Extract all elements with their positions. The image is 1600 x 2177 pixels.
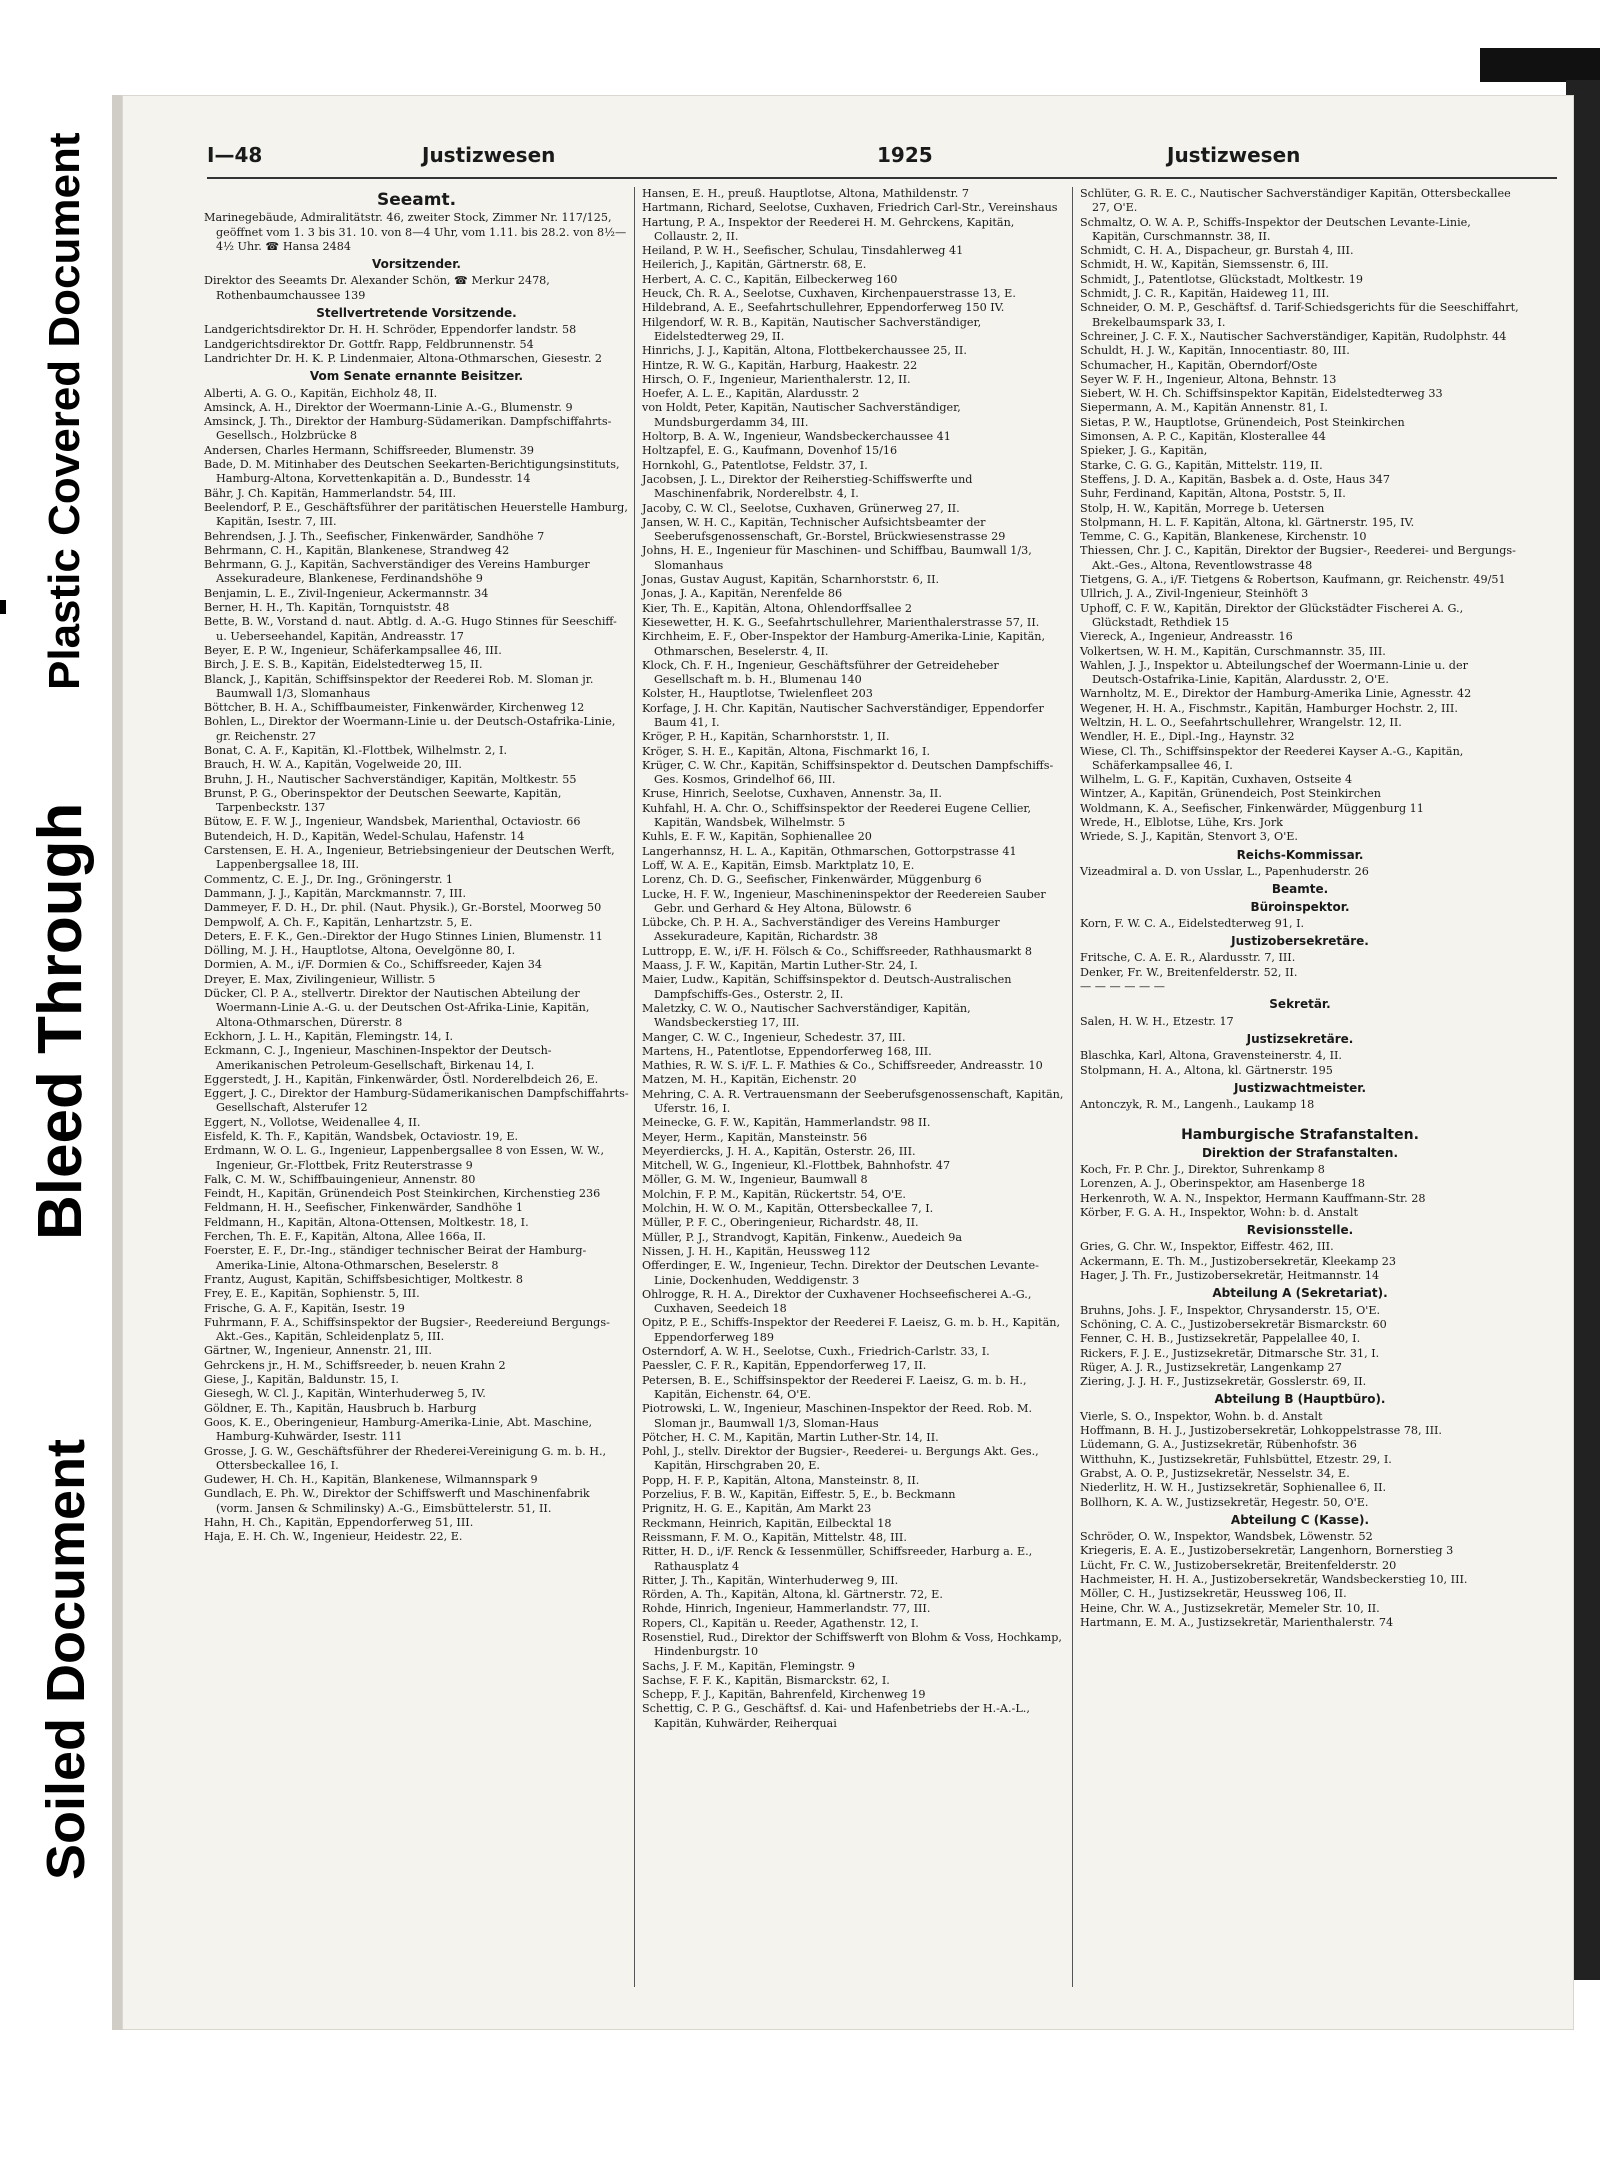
directory-entry: Frantz, August, Kapitän, Schiffsbesichtiger, Moltkestr. 8 bbox=[204, 1272, 524, 1286]
directory-entry: Wriede, S. J., Kapitän, Stenvort 3, O'E. bbox=[1080, 830, 1298, 844]
directory-entry: Woldmann, K. A., Seefischer, Finkenwärder, Müggenburg 11 bbox=[1080, 801, 1424, 815]
directory-entry: Hartung, P. A., Inspektor der Reederei H. M. Gehrckens, Kapitän, Collaustr. 2, II. bbox=[642, 215, 1015, 243]
directory-entry: Antonczyk, R. M., Langenh., Laukamp 18 bbox=[1080, 1098, 1315, 1112]
directory-entry: Spieker, J. G., Kapitän, bbox=[1080, 444, 1208, 458]
section-heading: Büroinspektor. bbox=[1250, 899, 1350, 914]
directory-entry: Schmidt, C. H. A., Dispacheur, gr. Burstah 4, III. bbox=[1080, 244, 1354, 258]
directory-entry: Sietas, P. W., Hauptlotse, Grünendeich, Post Steinkirchen bbox=[1080, 415, 1405, 429]
directory-entry: Meyerdiercks, J. H. A., Kapitän, Osterstr. 26, III. bbox=[642, 1144, 916, 1158]
bleed-through-label: Bleed Through bbox=[26, 802, 95, 1240]
directory-entry: Wegener, H. H. A., Fischmstr., Kapitän, Hamburger Hochstr. 2, III. bbox=[1080, 701, 1458, 715]
directory-entry: Gärtner, W., Ingenieur, Annenstr. 21, III. bbox=[204, 1344, 432, 1358]
directory-entry: Fritsche, C. A. E. R., Alardusstr. 7, III. bbox=[1080, 951, 1296, 965]
section-heading: Justizwachtmeister. bbox=[1233, 1080, 1367, 1095]
directory-entry: Hartmann, Richard, Seelotse, Cuxhaven, Friedrich Carl-Str., Vereinshaus bbox=[642, 201, 1058, 215]
directory-entry: Krüger, C. W. Chr., Kapitän, Schiffsinspektor d. Deutschen Dampfschiffs-Ges. Kosmos, Grindelhof 66, III. bbox=[642, 758, 1054, 787]
directory-entry: Uphoff, C. F. W., Kapitän, Direktor der Glückstädter Fischerei A. G., Glückstadt, Rethdiek 15 bbox=[1080, 601, 1464, 629]
directory-entry: Herkenroth, W. A. N., Inspektor, Hermann Kauffmann-Str. 28 bbox=[1080, 1191, 1426, 1205]
directory-entry: Hoefer, A. L. E., Kapitän, Alardusstr. 2 bbox=[642, 387, 860, 401]
section-heading: Direktion der Strafanstalten. bbox=[1201, 1145, 1399, 1160]
directory-entry: Alberti, A. G. O., Kapitän, Eichholz 48, II. bbox=[204, 386, 438, 400]
directory-entry: Maletzky, C. W. O., Nautischer Sachverständiger, Kapitän, Wandsbeckerstieg 17, III. bbox=[642, 1001, 971, 1030]
directory-entry: Gehrckens jr., H. M., Schiffsreeder, b. neuen Krahn 2 bbox=[204, 1358, 506, 1372]
directory-entry: Mehring, C. A. R. Vertrauensmann der Seeberufsgenossenschaft, Kapitän, Uferstr. 16, I. bbox=[642, 1087, 1064, 1115]
header-rule bbox=[207, 177, 1557, 179]
directory-entry: Grosse, J. G. W., Geschäftsführer der Rhederei-Vereinigung G. m. b. H., Ottersbeckallee 16, I. bbox=[204, 1444, 607, 1472]
directory-entry: Kirchheim, E. F., Ober-Inspektor der Hamburg-Amerika-Linie, Kapitän, Othmarschen, Beselerstr. 4, II. bbox=[642, 630, 1046, 658]
directory-entry: Heuck, Ch. R. A., Seelotse, Cuxhaven, Kirchenpauerstrasse 13, E. bbox=[642, 287, 1016, 301]
directory-entry: Landgerichtsdirektor Dr. Gottfr. Rapp, Feldbrunnenstr. 54 bbox=[204, 337, 534, 351]
directory-entry: Jacoby, C. W. Cl., Seelotse, Cuxhaven, Grünerweg 27, II. bbox=[642, 501, 960, 515]
directory-entry: Goos, K. E., Oberingenieur, Hamburg-Amerika-Linie, Abt. Maschine, Hamburg-Kuhwärder, Isestr. 111 bbox=[204, 1415, 593, 1444]
directory-entry: Schlüter, G. R. E. C., Nautischer Sachverständiger Kapitän, Ottersbeckallee 27, O'E. bbox=[1080, 187, 1511, 215]
section-heading: Seeamt. bbox=[376, 190, 457, 210]
section-heading: Abteilung B (Hauptbüro). bbox=[1214, 1392, 1386, 1407]
page-header bbox=[207, 143, 1567, 179]
directory-entry: Landgerichtsdirektor Dr. H. H. Schröder, Eppendorfer landstr. 58 bbox=[204, 323, 577, 337]
office-info: Marinegebäude, Admiralitätstr. 46, zweiter Stock, Zimmer Nr. 117/125, geöffnet vom 1. 3 bis 31. 10. von 8—4 Uhr, vom 1.11. bis 28.2. von 8½—4½ Uhr. ☎ Hansa 2484 bbox=[204, 211, 627, 253]
directory-entry: Haja, E. H. Ch. W., Ingenieur, Heidestr. 22, E. bbox=[204, 1530, 463, 1544]
column-divider bbox=[634, 187, 635, 1987]
directory-entry: Wrede, H., Elblotse, Lühe, Krs. Jork bbox=[1080, 816, 1283, 830]
column-middle bbox=[642, 187, 1067, 1731]
scan-edge-top bbox=[1480, 48, 1600, 82]
page-number: I—48 bbox=[207, 143, 263, 167]
section-heading: Vom Senate ernannte Beisitzer. bbox=[309, 369, 524, 384]
page-year: 1925 bbox=[877, 143, 933, 167]
directory-entry: Sachse, F. F. K., Kapitän, Bismarckstr. 62, I. bbox=[642, 1673, 890, 1687]
directory-entry: Starke, C. G. G., Kapitän, Mittelstr. 119, II. bbox=[1080, 458, 1323, 472]
directory-entry: Korn, F. W. C. A., Eidelstedterweg 91, I. bbox=[1080, 916, 1305, 930]
directory-entry: Gries, G. Chr. W., Inspektor, Eiffestr. 462, III. bbox=[1080, 1240, 1334, 1254]
directory-entry: Bonat, C. A. F., Kapitän, Kl.-Flottbek, Wilhelmstr. 2, I. bbox=[204, 743, 507, 757]
directory-entry: Bähr, J. Ch. Kapitän, Hammerlandstr. 54, III. bbox=[204, 486, 457, 500]
directory-entry: Lorenz, Ch. D. G., Seefischer, Finkenwärder, Müggenburg 6 bbox=[642, 873, 982, 887]
directory-entry: Frey, E. E., Kapitän, Sophienstr. 5, III. bbox=[204, 1287, 420, 1301]
directory-entry: Dormien, A. M., i/F. Dormien & Co., Schiffsreeder, Kajen 34 bbox=[204, 958, 542, 972]
directory-entry: Eggert, N., Vollotse, Weidenallee 4, II. bbox=[204, 1115, 421, 1129]
directory-entry: von Holdt, Peter, Kapitän, Nautischer Sachverständiger, Mundsburgerdamm 34, III. bbox=[642, 401, 961, 429]
directory-entry: Hartmann, E. M. A., Justizsekretär, Marienthalerstr. 74 bbox=[1080, 1615, 1394, 1629]
directory-entry: Heilerich, J., Kapitän, Gärtnerstr. 68, E. bbox=[642, 258, 867, 272]
directory-entry: Böttcher, B. H. A., Schiffbaumeister, Finkenwärder, Kirchenweg 12 bbox=[204, 701, 585, 715]
directory-entry: Vierle, S. O., Inspektor, Wohn. b. d. Anstalt bbox=[1080, 1409, 1323, 1423]
directory-entry: Offerdinger, E. W., Ingenieur, Techn. Direktor der Deutschen Levante-Linie, Dockenhuden, Weddigenstr. 3 bbox=[642, 1259, 1039, 1287]
directory-entry: Schmidt, H. W., Kapitän, Siemssenstr. 6, III. bbox=[1080, 258, 1329, 272]
directory-entry: Schmidt, J. C. R., Kapitän, Haideweg 11, III. bbox=[1080, 287, 1330, 301]
directory-entry: Tietgens, G. A., i/F. Tietgens & Robertson, Kaufmann, gr. Reichenstr. 49/51 bbox=[1080, 573, 1506, 587]
directory-entry: Eckhorn, J. L. H., Kapitän, Flemingstr. 14, I. bbox=[204, 1029, 454, 1043]
directory-entry: Holtzapfel, E. G., Kaufmann, Dovenhof 15/16 bbox=[642, 444, 898, 458]
directory-entry: Molchin, H. W. O. M., Kapitän, Ottersbeckallee 7, I. bbox=[642, 1202, 934, 1216]
directory-entry: Hildebrand, A. E., Seefahrtschullehrer, Eppendorferweg 150 IV. bbox=[642, 301, 1005, 315]
directory-entry: Rüger, A. J. R., Justizsekretär, Langenkamp 27 bbox=[1080, 1360, 1342, 1374]
directory-entry: Molchin, F. P. M., Kapitän, Rückertstr. 54, O'E. bbox=[642, 1187, 906, 1201]
directory-entry: Seyer W. F. H., Ingenieur, Altona, Behnstr. 13 bbox=[1080, 372, 1337, 386]
section-heading: Beamte. bbox=[1271, 882, 1329, 897]
directory-entry: Prignitz, H. G. E., Kapitän, Am Markt 23 bbox=[642, 1502, 872, 1516]
directory-entry: Dölling, M. J. H., Hauptlotse, Altona, Oevelgönne 80, I. bbox=[204, 944, 516, 958]
directory-entry: Luttropp, E. W., i/F. H. Fölsch & Co., Schiffsreeder, Rathhausmarkt 8 bbox=[642, 944, 1032, 958]
directory-entry: Johns, H. E., Ingenieur für Maschinen- und Schiffbau, Baumwall 1/3, Slomanhaus bbox=[642, 544, 1032, 572]
directory-entry: Schöning, C. A. C., Justizobersekretär Bismarckstr. 60 bbox=[1080, 1317, 1387, 1331]
directory-entry: Carstensen, E. H. A., Ingenieur, Betriebsingenieur der Deutschen Werft, Lappenbergsallee 18, III. bbox=[204, 844, 615, 872]
directory-entry: Ropers, Cl., Kapitän u. Reeder, Agathenstr. 12, I. bbox=[642, 1616, 919, 1630]
directory-entry: Bollhorn, K. A. W., Justizsekretär, Hegestr. 50, O'E. bbox=[1080, 1495, 1369, 1509]
directory-entry: Steffens, J. D. A., Kapitän, Basbek a. d. Oste, Haus 347 bbox=[1080, 472, 1391, 486]
directory-entry: Niederlitz, H. W. H., Justizsekretär, Sophienallee 6, II. bbox=[1080, 1481, 1387, 1495]
directory-entry: Hinrichs, J. J., Kapitän, Altona, Flottbekerchaussee 25, II. bbox=[642, 344, 967, 358]
directory-entry: Pötcher, H. C. M., Kapitän, Martin Luther-Str. 14, II. bbox=[642, 1430, 939, 1444]
directory-entry: Schröder, O. W., Inspektor, Wandsbek, Löwenstr. 52 bbox=[1080, 1530, 1373, 1544]
directory-entry: Holtorp, B. A. W., Ingenieur, Wandsbeckerchaussee 41 bbox=[642, 430, 951, 444]
directory-entry: Paessler, C. F. R., Kapitän, Eppendorferweg 17, II. bbox=[642, 1359, 927, 1373]
directory-entry: Behrmann, G. J., Kapitän, Sachverständiger des Vereins Hamburger Assekuradeure, Blankenese, Ferdinandshöhe 9 bbox=[204, 558, 590, 586]
section-heading: Revisionsstelle. bbox=[1246, 1223, 1354, 1238]
directory-entry: Ullrich, J. A., Zivil-Ingenieur, Steinhöft 3 bbox=[1080, 587, 1309, 601]
directory-entry: Lücht, Fr. C. W., Justizobersekretär, Breitenfelderstr. 20 bbox=[1080, 1558, 1397, 1572]
directory-entry: Hornkohl, G., Patentlotse, Feldstr. 37, I. bbox=[642, 458, 868, 472]
directory-entry: Müller, P. J., Strandvogt, Kapitän, Finkenw., Auedeich 9a bbox=[642, 1230, 963, 1244]
directory-entry: Kruse, Hinrich, Seelotse, Cuxhaven, Annenstr. 3a, II. bbox=[642, 787, 942, 801]
directory-entry: Dammann, J. J., Kapitän, Marckmannstr. 7, III. bbox=[204, 886, 467, 900]
directory-entry: Schmidt, J., Patentlotse, Glückstadt, Moltkestr. 19 bbox=[1080, 272, 1363, 286]
directory-entry: Meinecke, G. F. W., Kapitän, Hammerlandstr. 98 II. bbox=[642, 1116, 931, 1130]
directory-entry: Martens, H., Patentlotse, Eppendorferweg 168, III. bbox=[642, 1044, 932, 1058]
directory-entry: Jansen, W. H. C., Kapitän, Technischer Aufsichtsbeamter der Seeberufsgenossenschaft, Gr.-Borstel, Brückwiesenstrasse 29 bbox=[642, 515, 1006, 544]
directory-entry: Bohlen, L., Direktor der Woermann-Linie u. der Deutsch-Ostafrika-Linie, gr. Reichenstr. 27 bbox=[204, 715, 616, 743]
directory-entry: Feldmann, H. H., Seefischer, Finkenwärder, Sandhöhe 1 bbox=[204, 1201, 523, 1215]
directory-entry: Müller, P. F. C., Oberingenieur, Richardstr. 48, II. bbox=[642, 1216, 919, 1230]
section-heading: Hamburgische Strafanstalten. bbox=[1181, 1127, 1419, 1144]
directory-entry: Jacobsen, J. L., Direktor der Reiherstieg-Schiffswerfte und Maschinenfabrik, Norderelbstr. 4, I. bbox=[642, 472, 973, 501]
directory-entry: Wahlen, J. J., Inspektor u. Abteilungschef der Woermann-Linie u. der Deutsch-Ostafrika-Linie, Kapitän, Alardusstr. 2, O'E. bbox=[1080, 658, 1468, 687]
directory-entry: Schneider, O. M. P., Geschäftsf. d. Tarif-Schiedsgerichts für die Seeschiffahrt, Brekelbaumspark 33, I. bbox=[1080, 301, 1519, 329]
directory-entry: Maass, J. F. W., Kapitän, Martin Luther-Str. 24, I. bbox=[642, 959, 918, 973]
directory-entry: Gudewer, H. Ch. H., Kapitän, Blankenese, Wilmannspark 9 bbox=[204, 1473, 538, 1487]
directory-entry: Andersen, Charles Hermann, Schiffsreeder, Blumenstr. 39 bbox=[204, 443, 535, 457]
directory-entry: Wiese, Cl. Th., Schiffsinspektor der Reederei Kayser A.-G., Kapitän, Schäferkampsallee 46, I. bbox=[1080, 744, 1464, 772]
directory-entry: Landrichter Dr. H. K. P. Lindenmaier, Altona-Othmarschen, Giesestr. 2 bbox=[204, 351, 602, 365]
directory-entry: Petersen, B. E., Schiffsinspektor der Reederei F. Laeisz, G. m. b. H., Kapitän, Eichenstr. 64, O'E. bbox=[642, 1373, 1027, 1401]
directory-entry: Manger, C. W. C., Ingenieur, Schedestr. 37, III. bbox=[642, 1030, 906, 1044]
directory-entry: Heiland, P. W. H., Seefischer, Schulau, Tinsdahlerweg 41 bbox=[642, 244, 964, 258]
directory-entry: Blanck, J., Kapitän, Schiffsinspektor der Reederei Rob. M. Sloman jr. Baumwall 1/3, Slomanhaus bbox=[204, 672, 594, 700]
directory-entry: Bruhns, Johs. J. F., Inspektor, Chrysanderstr. 15, O'E. bbox=[1080, 1303, 1381, 1317]
directory-entry: Ferchen, Th. E. F., Kapitän, Altona, Allee 166a, II. bbox=[204, 1230, 486, 1244]
directory-entry: Möller, G. M. W., Ingenieur, Baumwall 8 bbox=[642, 1173, 868, 1187]
directory-entry: Stolpmann, H. A., Altona, kl. Gärtnerstr. 195 bbox=[1080, 1063, 1333, 1077]
directory-entry: Amsinck, A. H., Direktor der Woermann-Linie A.-G., Blumenstr. 9 bbox=[204, 400, 573, 414]
directory-entry: Dempwolf, A. Ch. F., Kapitän, Lenhartzstr. 5, E. bbox=[204, 915, 473, 929]
directory-entry: Kröger, P. H., Kapitän, Scharnhorststr. 1, II. bbox=[642, 730, 890, 744]
directory-entry: Feldmann, H., Kapitän, Altona-Ottensen, Moltkestr. 18, I. bbox=[204, 1215, 529, 1229]
directory-entry: Denker, Fr. W., Breitenfelderstr. 52, II. bbox=[1080, 965, 1298, 979]
directory-entry: Dreyer, E. Max, Zivilingenieur, Willistr. 5 bbox=[204, 972, 436, 986]
directory-entry: Schumacher, H., Kapitän, Oberndorf/Oste bbox=[1080, 358, 1318, 372]
directory-entry: Hager, J. Th. Fr., Justizobersekretär, Heitmannstr. 14 bbox=[1080, 1269, 1380, 1283]
directory-entry: Feindt, H., Kapitän, Grünendeich Post Steinkirchen, Kirchenstieg 236 bbox=[204, 1187, 601, 1201]
directory-entry: Commentz, C. E. J., Dr. Ing., Gröningerstr. 1 bbox=[204, 872, 454, 886]
directory-entry: Möller, C. H., Justizsekretär, Heussweg 106, II. bbox=[1080, 1587, 1347, 1601]
directory-entry: Rörden, A. Th., Kapitän, Altona, kl. Gärtnerstr. 72, E. bbox=[642, 1588, 943, 1602]
directory-entry: Hansen, E. H., preuß. Hauptlotse, Altona, Mathildenstr. 7 bbox=[642, 187, 969, 200]
directory-entry: Kiesewetter, H. K. G., Seefahrtschullehrer, Marienthalerstrasse 57, II. bbox=[642, 615, 1040, 629]
directory-entry: Pohl, J., stellv. Direktor der Bugsier-, Reederei- u. Bergungs Akt. Ges., Kapitän, Hirschgraben 20, E. bbox=[642, 1445, 1039, 1473]
directory-entry: Butendeich, H. D., Kapitän, Wedel-Schulau, Hafenstr. 14 bbox=[204, 829, 525, 843]
directory-entry: Falk, C. M. W., Schiffbauingenieur, Annenstr. 80 bbox=[204, 1172, 476, 1186]
directory-entry: Benjamin, L. E., Zivil-Ingenieur, Ackermannstr. 34 bbox=[204, 586, 489, 600]
directory-entry: Mathies, R. W. S. i/F. L. F. Mathies & Co., Schiffsreeder, Andreasstr. 10 bbox=[642, 1059, 1043, 1073]
directory-entry: Sachs, J. F. M., Kapitän, Flemingstr. 9 bbox=[642, 1659, 855, 1673]
directory-entry: Hoffmann, B. H. J., Justizobersekretär, Lohkoppelstrasse 78, III. bbox=[1080, 1424, 1442, 1438]
directory-entry: Hirsch, O. F., Ingenieur, Marienthalerstr. 12, II. bbox=[642, 372, 911, 386]
directory-entry: Grabst, A. O. P., Justizsekretär, Nesselstr. 34, E. bbox=[1080, 1466, 1350, 1480]
document-condition-sidebar bbox=[0, 0, 110, 2177]
directory-entry: Kriegeris, E. A. E., Justizobersekretär, Langenhorn, Bornerstieg 3 bbox=[1080, 1544, 1454, 1558]
directory-entry: Koch, Fr. P. Chr. J., Direktor, Suhrenkamp 8 bbox=[1080, 1163, 1325, 1176]
soiled-document-label: Soiled Document bbox=[36, 1438, 96, 1880]
directory-entry: Direktor des Seeamts Dr. Alexander Schön, ☎ Merkur 2478, Rothenbaumchaussee 139 bbox=[204, 274, 550, 302]
running-title-left: Justizwesen bbox=[422, 143, 556, 167]
directory-entry: Jonas, J. A., Kapitän, Nerenfelde 86 bbox=[642, 587, 843, 601]
directory-entry: Lorenzen, A. J., Oberinspektor, am Hasenberge 18 bbox=[1080, 1177, 1366, 1191]
directory-entry: Schreiner, J. C. F. X., Nautischer Sachverständiger, Kapitän, Rudolphstr. 44 bbox=[1080, 329, 1507, 343]
directory-entry: Lüdemann, G. A., Justizsekretär, Rübenhofstr. 36 bbox=[1080, 1438, 1357, 1452]
directory-entry: Kröger, S. H. E., Kapitän, Altona, Fischmarkt 16, I. bbox=[642, 744, 930, 758]
directory-entry: Gundlach, E. Ph. W., Direktor der Schiffswerft und Maschinenfabrik (vorm. Jansen & Schmilinsky) A.-G., Eimsbüttelerstr. 51, II. bbox=[204, 1487, 590, 1515]
margin-mark bbox=[0, 600, 6, 614]
directory-entry: Behrmann, C. H., Kapitän, Blankenese, Strandweg 42 bbox=[204, 543, 510, 557]
directory-entry: Beelendorf, P. E., Geschäftsführer der paritätischen Heuerstelle Hamburg, Kapitän, Isestr. 7, III. bbox=[204, 500, 628, 529]
scanned-page bbox=[112, 95, 1574, 2030]
directory-entry: Witthuhn, K., Justizsekretär, Fuhlsbüttel, Etzestr. 29, I. bbox=[1080, 1452, 1392, 1466]
directory-entry: Fenner, C. H. B., Justizsekretär, Pappelallee 40, I. bbox=[1080, 1332, 1361, 1346]
directory-entry: Rosenstiel, Rud., Direktor der Schiffswerft von Blohm & Voss, Hochkamp, Hindenburgstr. 10 bbox=[642, 1630, 1062, 1659]
directory-entry: Wilhelm, L. G. F., Kapitän, Cuxhaven, Ostseite 4 bbox=[1080, 773, 1353, 787]
running-title-right: Justizwesen bbox=[1167, 143, 1301, 167]
directory-entry: Loff, W. A. E., Kapitän, Eimsb. Marktplatz 10, E. bbox=[642, 858, 915, 872]
section-heading: Reichs-Kommissar. bbox=[1236, 847, 1364, 862]
directory-entry: Nissen, J. H. H., Kapitän, Heussweg 112 bbox=[642, 1244, 871, 1258]
directory-entry: Suhr, Ferdinand, Kapitän, Altona, Poststr. 5, II. bbox=[1080, 487, 1346, 501]
directory-entry: Stolpmann, H. L. F. Kapitän, Altona, kl. Gärtnerstr. 195, IV. bbox=[1080, 515, 1415, 529]
directory-entry: Kolster, H., Hauptlotse, Twielenfleet 203 bbox=[642, 687, 873, 701]
directory-entry: Eisfeld, K. Th. F., Kapitän, Wandsbek, Octaviostr. 19, E. bbox=[204, 1130, 519, 1143]
directory-entry: Wintzer, A., Kapitän, Grünendeich, Post Steinkirchen bbox=[1080, 787, 1381, 801]
section-heading: Justizsekretäre. bbox=[1246, 1031, 1354, 1046]
directory-entry: Kuhfahl, H. A. Chr. O., Schiffsinspektor der Reederei Eugene Cellier, Kapitän, Wandsbek, Wilhelmstr. 5 bbox=[642, 801, 1032, 830]
directory-entry: Schmaltz, O. W. A. P., Schiffs-Inspektor der Deutschen Levante-Linie, Kapitän, Curschmannstr. 38, II. bbox=[1080, 215, 1471, 243]
directory-entry: Simonsen, A. P. C., Kapitän, Klosterallee 44 bbox=[1080, 430, 1326, 444]
directory-entry: Kuhls, E. F. W., Kapitän, Sophienallee 20 bbox=[642, 830, 872, 844]
directory-entry: Giesegh, W. Cl. J., Kapitän, Winterhuderweg 5, IV. bbox=[204, 1387, 486, 1401]
directory-entry: Eggert, J. C., Direktor der Hamburg-Südamerikanischen Dampfschiffahrts-Gesellschaft, Alsterufer 12 bbox=[204, 1087, 629, 1115]
directory-entry: Eckmann, C. J., Ingenieur, Maschinen-Inspektor der Deutsch-Amerikanischen Petroleum-Gesellschaft, Birkenau 14, I. bbox=[204, 1044, 552, 1072]
directory-entry: Dammeyer, F. D. H., Dr. phil. (Naut. Physik.), Gr.-Borstel, Moorweg 50 bbox=[204, 901, 602, 915]
directory-entry: Reissmann, F. M. O., Kapitän, Mittelstr. 48, III. bbox=[642, 1530, 907, 1544]
directory-entry: Birch, J. E. S. B., Kapitän, Eidelstedterweg 15, II. bbox=[204, 658, 483, 672]
directory-entry: Opitz, P. E., Schiffs-Inspektor der Reederei F. Laeisz, G. m. b. H., Kapitän, Eppendorferweg 189 bbox=[642, 1316, 1061, 1344]
directory-entry: Porzelius, F. B. W., Kapitän, Eiffestr. 5, E., b. Beckmann bbox=[642, 1488, 956, 1502]
directory-entry: Piotrowski, L. W., Ingenieur, Maschinen-Inspektor der Reed. Rob. M. Sloman jr., Baumwall 1/3, Sloman-Haus bbox=[642, 1402, 1033, 1430]
directory-entry: Wendler, H. E., Dipl.-Ing., Haynstr. 32 bbox=[1080, 730, 1295, 744]
directory-entry: Berner, H. H., Th. Kapitän, Tornquiststr. 48 bbox=[204, 601, 450, 615]
directory-entry: Bette, B. W., Vorstand d. naut. Abtlg. d. A.-G. Hugo Stinnes für Seeschiff- u. Ueberseehandel, Kapitän, Andreasstr. 17 bbox=[204, 615, 617, 643]
directory-entry: Ritter, J. Th., Kapitän, Winterhuderweg 9, III. bbox=[642, 1573, 899, 1587]
directory-entry: Salen, H. W. H., Etzestr. 17 bbox=[1080, 1014, 1234, 1028]
directory-entry: Vizeadmiral a. D. von Usslar, L., Papenhuderstr. 26 bbox=[1080, 864, 1369, 878]
directory-entry: Meyer, Herm., Kapitän, Mansteinstr. 56 bbox=[642, 1130, 868, 1144]
directory-entry: Matzen, M. H., Kapitän, Eichenstr. 20 bbox=[642, 1073, 857, 1087]
directory-entry: Ackermann, E. Th. M., Justizobersekretär, Kleekamp 23 bbox=[1080, 1254, 1397, 1268]
directory-entry: Bade, D. M. Mitinhaber des Deutschen Seekarten-Berichtigungsinstituts, Hamburg-Altona, Korvettenkapitän a. D., Bundesstr. 14 bbox=[204, 458, 620, 486]
directory-entry: Ziering, J. J. H. F., Justizsekretär, Gosslerstr. 69, II. bbox=[1080, 1375, 1367, 1389]
section-heading: Stellvertretende Vorsitzende. bbox=[316, 306, 517, 321]
column-left bbox=[204, 187, 629, 1545]
directory-entry: Frische, G. A. F., Kapitän, Isestr. 19 bbox=[204, 1301, 405, 1315]
directory-entry: Göldner, E. Th., Kapitän, Hausbruch b. Harburg bbox=[204, 1401, 477, 1415]
directory-entry: Eggerstedt, J. H., Kapitän, Finkenwärder, Östl. Norderelbdeich 26, E. bbox=[204, 1072, 599, 1086]
directory-entry: Warnholtz, M. E., Direktor der Hamburg-Amerika Linie, Agnesstr. 42 bbox=[1080, 687, 1472, 701]
directory-entry: Osterndorf, A. W. H., Seelotse, Cuxh., Friedrich-Carlstr. 33, I. bbox=[642, 1345, 990, 1359]
directory-entry: Bruhn, J. H., Nautischer Sachverständiger, Kapitän, Moltkestr. 55 bbox=[204, 772, 577, 786]
directory-entry: Ritter, H. D., i/F. Renck & Iessenmüller, Schiffsreeder, Harburg a. E., Rathausplatz 4 bbox=[642, 1545, 1033, 1573]
directory-entry: Volkertsen, W. H. M., Kapitän, Curschmannstr. 35, III. bbox=[1080, 644, 1386, 658]
directory-entry: Amsinck, J. Th., Direktor der Hamburg-Südamerikan. Dampfschiffahrts-Gesellsch., Holzbrücke 8 bbox=[204, 415, 612, 443]
directory-entry: Mitchell, W. G., Ingenieur, Kl.-Flottbek, Bahnhofstr. 47 bbox=[642, 1159, 951, 1173]
directory-entry: Stolp, H. W., Kapitän, Morrege b. Uetersen bbox=[1080, 501, 1325, 515]
section-heading: Justizobersekretäre. bbox=[1231, 934, 1369, 949]
directory-entry: Weltzin, H. L. O., Seefahrtschullehrer, Wrangelstr. 12, II. bbox=[1080, 715, 1402, 729]
directory-entry: Fuhrmann, F. A., Schiffsinspektor der Bugsier-, Reedereiund Bergungs-Akt.-Ges., Kapitän, Schleidenplatz 5, III. bbox=[204, 1315, 610, 1344]
directory-entry: Behrendsen, J. J. Th., Seefischer, Finkenwärder, Sandhöhe 7 bbox=[204, 529, 545, 543]
directory-entry: Rohde, Hinrich, Ingenieur, Hammerlandstr. 77, III. bbox=[642, 1602, 931, 1616]
directory-entry: — — — — — — bbox=[1080, 980, 1165, 994]
directory-entry: Körber, F. G. A. H., Inspektor, Wohn: b. d. Anstalt bbox=[1080, 1205, 1358, 1219]
section-heading: Sekretär. bbox=[1269, 997, 1331, 1012]
directory-entry: Rickers, F. J. E., Justizsekretär, Ditmarsche Str. 31, I. bbox=[1080, 1346, 1380, 1360]
directory-entry: Foerster, E. F., Dr.-Ing., ständiger technischer Beirat der Hamburg-Amerika-Linie, Altona-Othmarschen, Beselerstr. 8 bbox=[204, 1244, 587, 1272]
directory-entry: Deters, E. F. K., Gen.-Direktor der Hugo Stinnes Linien, Blumenstr. 11 bbox=[204, 929, 603, 943]
directory-entry: Jonas, Gustav August, Kapitän, Scharnhorststr. 6, II. bbox=[642, 573, 940, 587]
directory-entry: Hintze, R. W. G., Kapitän, Harburg, Haakestr. 22 bbox=[642, 358, 918, 372]
directory-entry: Viereck, A., Ingenieur, Andreasstr. 16 bbox=[1080, 630, 1293, 644]
directory-entry: Hahn, H. Ch., Kapitän, Eppendorferweg 51, III. bbox=[204, 1516, 474, 1530]
directory-entry: Brunst, P. G., Oberinspektor der Deutschen Seewarte, Kapitän, Tarpenbeckstr. 137 bbox=[204, 786, 562, 815]
directory-entry: Brauch, H. W. A., Kapitän, Vogelweide 20, III. bbox=[204, 758, 462, 772]
directory-entry: Hachmeister, H. H. A., Justizobersekretär, Wandsbeckerstieg 10, III. bbox=[1080, 1573, 1468, 1587]
directory-entry: Schepp, F. J., Kapitän, Bahrenfeld, Kirchenweg 19 bbox=[642, 1688, 926, 1702]
directory-entry: Dücker, Cl. P. A., stellvertr. Direktor der Nautischen Abteilung der Woermann-Linie A.-G. u. der Deutschen Ost-Afrika-Linie, Kapitän, Altona-Othmarschen, Dürerstr. 8 bbox=[204, 987, 590, 1029]
plastic-covered-label: Plastic Covered Document bbox=[40, 132, 89, 690]
directory-entry: Giese, J., Kapitän, Baldunstr. 15, I. bbox=[204, 1373, 399, 1387]
directory-entry: Korfage, J. H. Chr. Kapitän, Nautischer Sachverständiger, Eppendorfer Baum 41, I. bbox=[642, 701, 1044, 729]
directory-entry: Lübcke, Ch. P. H. A., Sachverständiger des Vereins Hamburger Assekuradeure, Kapitän, Richardstr. 38 bbox=[642, 916, 1000, 944]
section-heading: Abteilung A (Sekretariat). bbox=[1212, 1286, 1388, 1301]
column-right bbox=[1080, 187, 1520, 1630]
directory-entry: Maier, Ludw., Kapitän, Schiffsinspektor d. Deutsch-Australischen Dampfschiffs-Ges., Osterstr. 2, II. bbox=[642, 973, 1012, 1001]
directory-entry: Popp, H. F. P., Kapitän, Altona, Mansteinstr. 8, II. bbox=[642, 1473, 920, 1487]
directory-entry: Schuldt, H. J. W., Kapitän, Innocentiastr. 80, III. bbox=[1080, 344, 1350, 358]
directory-entry: Blaschka, Karl, Altona, Gravensteinerstr. 4, II. bbox=[1080, 1049, 1342, 1063]
directory-entry: Siepermann, A. M., Kapitän Annenstr. 81, I. bbox=[1080, 401, 1328, 415]
directory-entry: Hilgendorf, W. R. B., Kapitän, Nautischer Sachverständiger, Eidelstedterweg 29, II. bbox=[642, 315, 982, 343]
directory-entry: Thiessen, Chr. J. C., Kapitän, Direktor der Bugsier-, Reederei- und Bergungs-Akt.-Ges., Altona, Reventlowstrasse 48 bbox=[1080, 544, 1516, 572]
directory-entry: Heine, Chr. W. A., Justizsekretär, Memeler Str. 10, II. bbox=[1080, 1601, 1380, 1615]
directory-entry: Siebert, W. H. Ch. Schiffsinspektor Kapitän, Eidelstedterweg 33 bbox=[1080, 387, 1443, 401]
directory-entry: Erdmann, W. O. L. G., Ingenieur, Lappenbergsallee 8 von Essen, W. W., Ingenieur, Gr.-Flottbek, Fritz Reuterstrasse 9 bbox=[204, 1144, 605, 1172]
directory-entry: Herbert, A. C. C., Kapitän, Eilbeckerweg 160 bbox=[642, 272, 898, 286]
directory-entry: Beyer, E. P. W., Ingenieur, Schäferkampsallee 46, III. bbox=[204, 643, 502, 657]
section-heading: Abteilung C (Kasse). bbox=[1230, 1512, 1370, 1527]
directory-entry: Reckmann, Heinrich, Kapitän, Eilbecktal 18 bbox=[642, 1516, 892, 1530]
directory-entry: Klock, Ch. F. H., Ingenieur, Geschäftsführer der Getreideheber Gesellschaft m. b. H., Blumenau 140 bbox=[642, 658, 999, 687]
column-divider bbox=[1072, 187, 1073, 1987]
directory-entry: Schettig, C. P. G., Geschäftsf. d. Kai- und Hafenbetriebs der H.-A.-L., Kapitän, Kuhwärder, Reiherquai bbox=[642, 1702, 1030, 1730]
directory-entry: Bütow, E. F. W. J., Ingenieur, Wandsbek, Marienthal, Octaviostr. 66 bbox=[204, 815, 581, 829]
directory-entry: Lucke, H. F. W., Ingenieur, Maschineninspektor der Reedereien Sauber Gebr. und Gerhard & Hey Altona, Bülowstr. 6 bbox=[642, 887, 1046, 915]
section-heading: Vorsitzender. bbox=[372, 257, 461, 272]
directory-entry: Langerhannsz, H. L. A., Kapitän, Othmarschen, Gottorpstrasse 41 bbox=[642, 844, 1017, 858]
directory-entry: Temme, C. G., Kapitän, Blankenese, Kirchenstr. 10 bbox=[1080, 530, 1367, 544]
directory-entry: Kier, Th. E., Kapitän, Altona, Ohlendorffsallee 2 bbox=[642, 601, 912, 615]
directory-entry: Ohlrogge, R. H. A., Direktor der Cuxhavener Hochseefischerei A.-G., Cuxhaven, Seedeich 18 bbox=[642, 1287, 1032, 1316]
